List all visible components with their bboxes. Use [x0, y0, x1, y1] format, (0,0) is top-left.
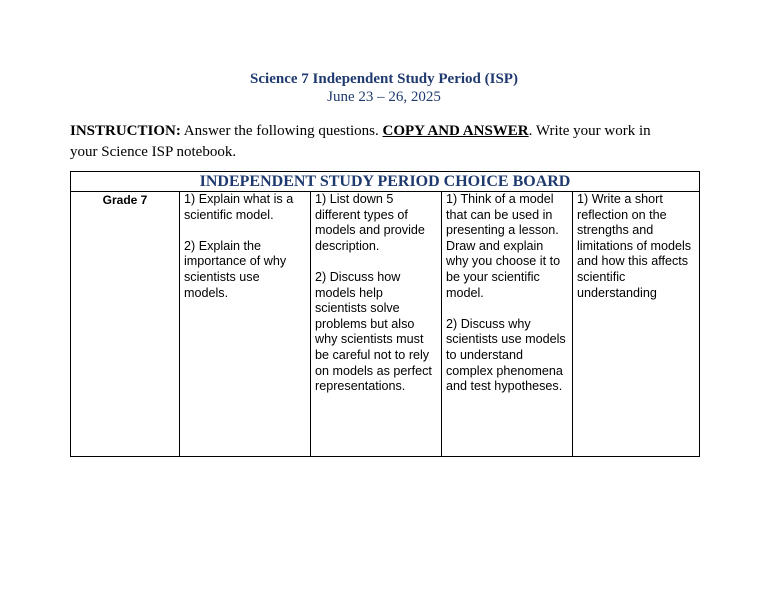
- choice-task: 2) Explain the importance of why scientists use models.: [184, 238, 287, 300]
- choice-task: 2) Discuss why scientists use models to understand complex phenomena and test hypotheses.: [446, 316, 566, 394]
- choice-board-title: INDEPENDENT STUDY PERIOD CHOICE BOARD: [71, 172, 700, 192]
- instruction-emphasis: COPY AND ANSWER: [382, 123, 529, 139]
- grade-label: Grade 7: [71, 192, 180, 457]
- choice-column-4: [573, 192, 700, 457]
- choice-task: 1) List down 5 different types of models and provide description.: [315, 192, 425, 253]
- choice-column-3: [442, 192, 573, 457]
- choice-board-row: [71, 192, 700, 457]
- choice-column-1: [180, 192, 311, 457]
- instruction-lead: INSTRUCTION:: [70, 123, 181, 139]
- choice-board-table: [70, 171, 700, 457]
- choice-task: 1) Explain what is a scientific model.: [184, 192, 294, 222]
- instruction-text-1: Answer the following questions.: [180, 123, 383, 139]
- document-date: June 23 – 26, 2025: [327, 89, 441, 105]
- choice-task: 1) Think of a model that can be used in presenting a lesson. Draw and explain why you choose it to be your scientific model.: [446, 192, 561, 300]
- document-title: Science 7 Independent Study Period (ISP): [250, 71, 518, 87]
- instruction-text-2: . Write your work in your Science ISP notebook.: [70, 123, 651, 160]
- choice-column-2: [311, 192, 442, 457]
- choice-task: 1) Write a short reflection on the strengths and limitations of models and how this affects scientific understanding: [577, 192, 692, 300]
- choice-board-title-row: [71, 172, 700, 192]
- document-header: [0, 70, 768, 106]
- instruction-paragraph: [70, 121, 680, 163]
- choice-task: 2) Discuss how models help scientists solve problems but also why scientists must be careful not to rely on models as perfect representations.: [315, 269, 432, 394]
